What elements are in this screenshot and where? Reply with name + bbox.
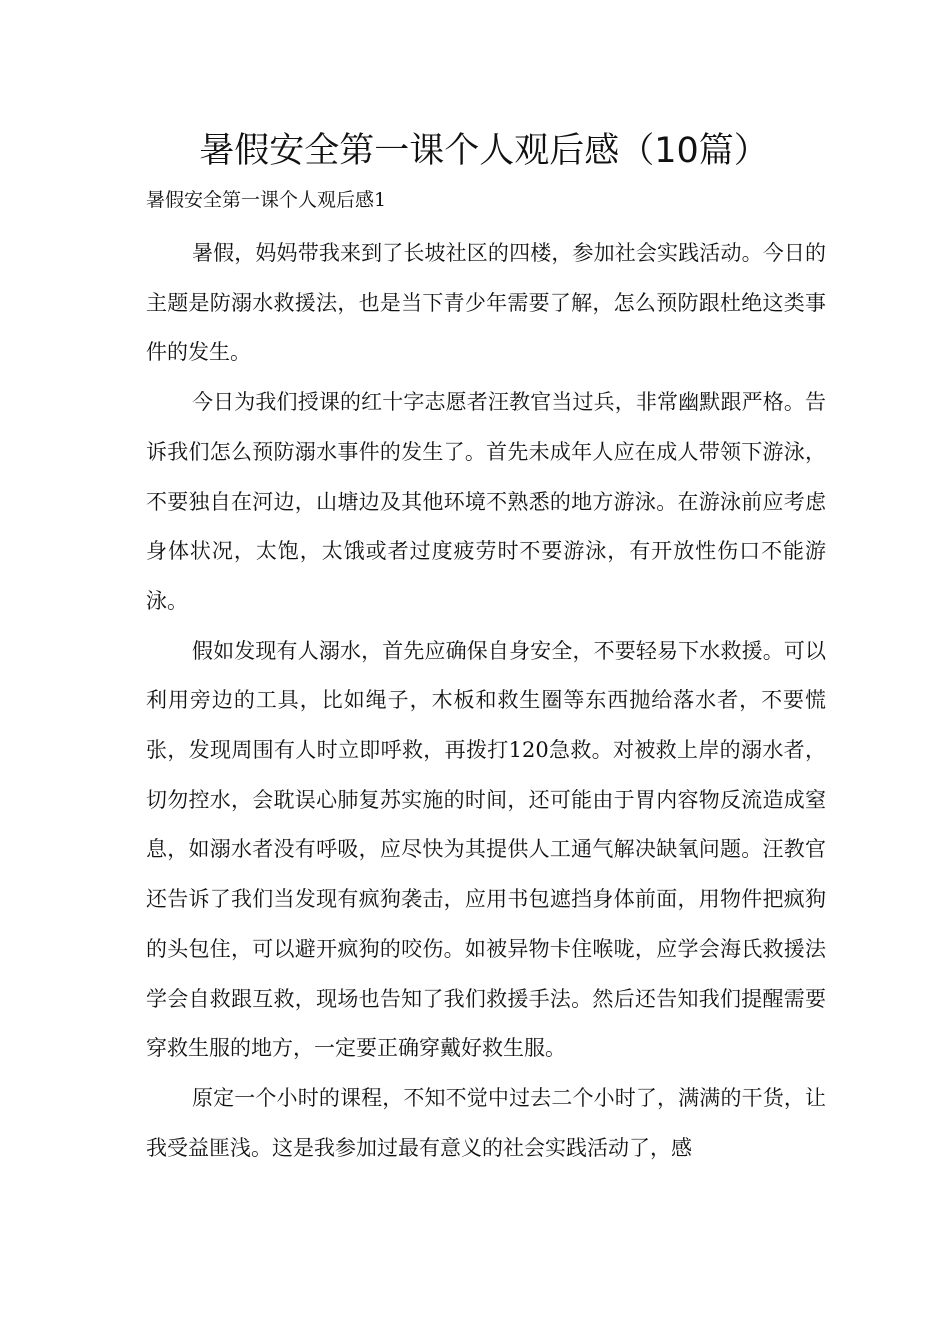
paragraph-2: 今日为我们授课的红十字志愿者汪教官当过兵，非常幽默跟严格。告诉我们怎么预防溺水事件的发生了。首先未成年人应在成人带领下游泳，不要独自在河边，山塘边及其他环境不熟悉的地方游泳。在游泳前应考虑身体状况，太饱，太饿或者过度疲劳时不要游泳，有开放性伤口不能游泳。	[146, 390, 826, 613]
paragraph-3: 假如发现有人溺水，首先应确保自身安全，不要轻易下水救援。可以利用旁边的工具，比如绳子，木板和救生圈等东西抛给落水者，不要慌张，发现周围有人时立即呼救，再拨打120急救。对被救上岸的溺水者，切勿控水，会耽误心肺复苏实施的时间，还可能由于胃内容物反流造成窒息，如溺水者没有呼吸，应尽快为其提供人工通气解决缺氧问题。汪教官还告诉了我们当发现有疯狗袭击，应用书包遮挡身体前面，用物件把疯狗的头包住，可以避开疯狗的咬伤。如被异物卡住喉咙，应学会海氏救援法学会自救跟互救，现场也告知了我们救援手法。然后还告知我们提醒需要穿救生服的地方，一定要正确穿戴好救生服。	[146, 638, 826, 1061]
paragraph-4: 原定一个小时的课程，不知不觉中过去二个小时了，满满的干货，让我受益匪浅。这是我参加过最有意义的社会实践活动了，感	[146, 1085, 826, 1160]
paragraph-1: 暑假，妈妈带我来到了长坡社区的四楼，参加社会实践活动。今日的主题是防溺水救援法，也是当下青少年需要了解，怎么预防跟杜绝这类事件的发生。	[146, 241, 826, 365]
section-heading: 暑假安全第一课个人观后感1	[146, 189, 387, 211]
document-body	[146, 229, 826, 1173]
document-title: 暑假安全第一课个人观后感（10篇）	[199, 131, 769, 171]
